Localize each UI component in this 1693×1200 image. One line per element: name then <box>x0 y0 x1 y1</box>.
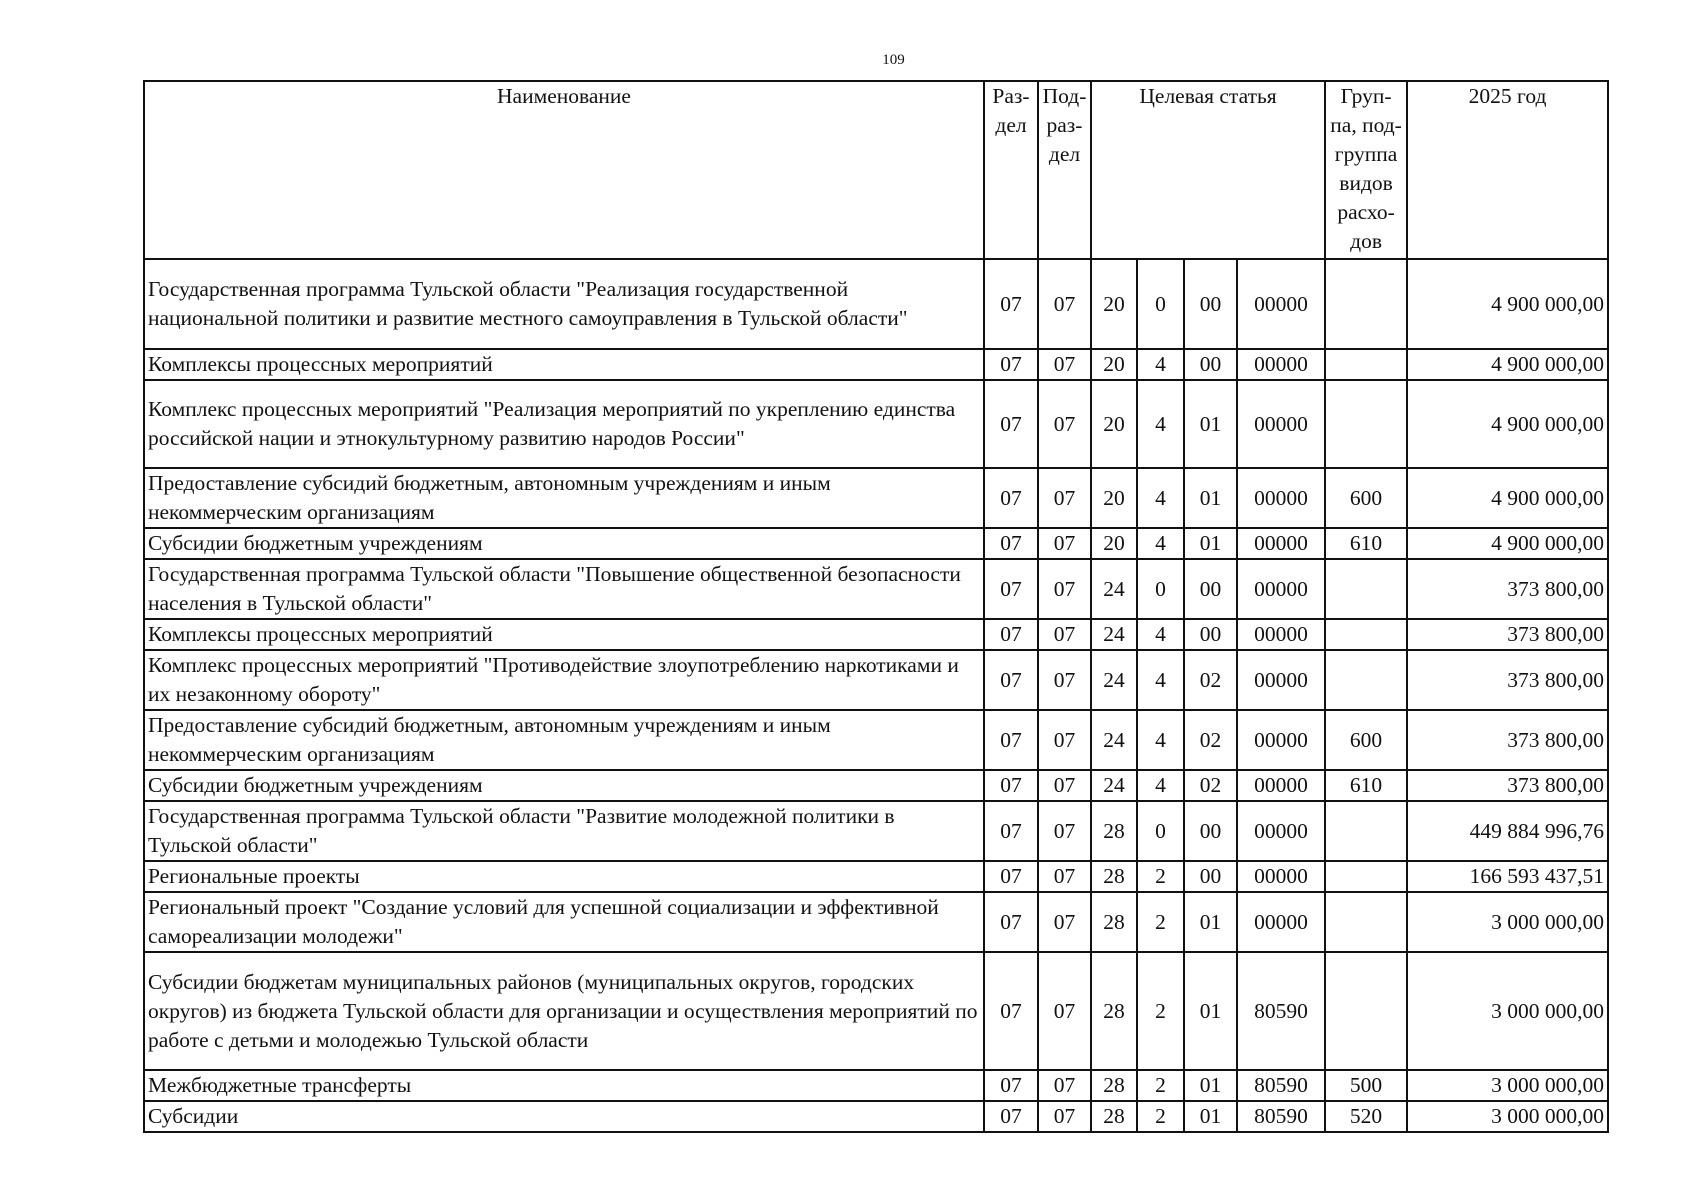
cell-target-program: 28 <box>1091 952 1137 1070</box>
cell-target-program: 28 <box>1091 892 1137 952</box>
cell-expense-group <box>1325 559 1407 619</box>
row-name: Комплексы процессных мероприятий <box>144 349 984 380</box>
table-row <box>144 952 1608 1070</box>
cell-expense-group: 520 <box>1325 1101 1407 1132</box>
header-subsection: Под-раз-дел <box>1038 81 1091 259</box>
cell-target-program: 24 <box>1091 559 1137 619</box>
row-name: Комплекс процессных мероприятий "Реализация мероприятий по укреплению единства российской нации и этнокультурному развитию народов России" <box>144 380 984 468</box>
cell-target-type: 2 <box>1137 952 1184 1070</box>
cell-target-direction: 00000 <box>1237 619 1325 650</box>
cell-expense-group <box>1325 801 1407 861</box>
cell-target-structural: 01 <box>1184 952 1237 1070</box>
cell-target-program: 20 <box>1091 349 1137 380</box>
cell-subsection: 07 <box>1038 801 1091 861</box>
table-row <box>144 801 1608 861</box>
cell-section: 07 <box>984 861 1038 892</box>
cell-target-direction: 00000 <box>1237 892 1325 952</box>
cell-target-structural: 00 <box>1184 801 1237 861</box>
cell-amount: 373 800,00 <box>1407 619 1608 650</box>
cell-amount: 3 000 000,00 <box>1407 952 1608 1070</box>
cell-target-type: 4 <box>1137 349 1184 380</box>
table-row <box>144 1070 1608 1101</box>
cell-target-structural: 02 <box>1184 650 1237 710</box>
cell-target-type: 0 <box>1137 259 1184 349</box>
cell-subsection: 07 <box>1038 259 1091 349</box>
cell-amount: 449 884 996,76 <box>1407 801 1608 861</box>
cell-subsection: 07 <box>1038 861 1091 892</box>
row-name: Региональный проект "Создание условий для успешной социализации и эффективной самореализации молодежи" <box>144 892 984 952</box>
cell-section: 07 <box>984 1070 1038 1101</box>
cell-expense-group: 610 <box>1325 528 1407 559</box>
cell-target-program: 28 <box>1091 861 1137 892</box>
cell-subsection: 07 <box>1038 892 1091 952</box>
cell-amount: 373 800,00 <box>1407 770 1608 801</box>
cell-section: 07 <box>984 619 1038 650</box>
table-row <box>144 619 1608 650</box>
cell-target-direction: 00000 <box>1237 861 1325 892</box>
cell-subsection: 07 <box>1038 1101 1091 1132</box>
cell-target-structural: 00 <box>1184 861 1237 892</box>
cell-target-type: 4 <box>1137 770 1184 801</box>
table-row <box>144 892 1608 952</box>
cell-amount: 373 800,00 <box>1407 559 1608 619</box>
table-row <box>144 650 1608 710</box>
cell-target-direction: 80590 <box>1237 1101 1325 1132</box>
cell-section: 07 <box>984 952 1038 1070</box>
cell-target-structural: 02 <box>1184 770 1237 801</box>
cell-amount: 4 900 000,00 <box>1407 349 1608 380</box>
budget-table <box>143 80 1609 1133</box>
cell-expense-group <box>1325 892 1407 952</box>
row-name: Субсидии бюджетным учреждениям <box>144 770 984 801</box>
cell-expense-group: 600 <box>1325 468 1407 528</box>
table-row <box>144 380 1608 468</box>
cell-section: 07 <box>984 801 1038 861</box>
cell-target-type: 4 <box>1137 380 1184 468</box>
cell-expense-group: 500 <box>1325 1070 1407 1101</box>
cell-target-structural: 01 <box>1184 1101 1237 1132</box>
cell-target-structural: 00 <box>1184 259 1237 349</box>
cell-amount: 3 000 000,00 <box>1407 1070 1608 1101</box>
cell-target-direction: 00000 <box>1237 770 1325 801</box>
cell-target-type: 2 <box>1137 1070 1184 1101</box>
cell-target-program: 24 <box>1091 619 1137 650</box>
header-name: Наименование <box>144 81 984 259</box>
cell-amount: 3 000 000,00 <box>1407 892 1608 952</box>
cell-target-structural: 00 <box>1184 349 1237 380</box>
cell-target-structural: 00 <box>1184 619 1237 650</box>
cell-target-type: 4 <box>1137 468 1184 528</box>
cell-target-direction: 00000 <box>1237 528 1325 559</box>
cell-amount: 4 900 000,00 <box>1407 259 1608 349</box>
cell-expense-group <box>1325 952 1407 1070</box>
cell-subsection: 07 <box>1038 770 1091 801</box>
cell-target-direction: 00000 <box>1237 259 1325 349</box>
cell-expense-group <box>1325 349 1407 380</box>
row-name: Государственная программа Тульской области "Развитие молодежной политики в Тульской области" <box>144 801 984 861</box>
cell-target-type: 2 <box>1137 892 1184 952</box>
cell-target-program: 24 <box>1091 710 1137 770</box>
cell-expense-group <box>1325 619 1407 650</box>
cell-target-program: 24 <box>1091 650 1137 710</box>
table-row <box>144 468 1608 528</box>
table-row <box>144 710 1608 770</box>
cell-section: 07 <box>984 259 1038 349</box>
cell-target-program: 24 <box>1091 770 1137 801</box>
row-name: Субсидии <box>144 1101 984 1132</box>
cell-section: 07 <box>984 380 1038 468</box>
cell-target-type: 4 <box>1137 710 1184 770</box>
cell-expense-group <box>1325 380 1407 468</box>
cell-subsection: 07 <box>1038 559 1091 619</box>
cell-subsection: 07 <box>1038 650 1091 710</box>
cell-expense-group <box>1325 650 1407 710</box>
cell-target-direction: 80590 <box>1237 1070 1325 1101</box>
cell-section: 07 <box>984 770 1038 801</box>
cell-target-direction: 00000 <box>1237 710 1325 770</box>
cell-subsection: 07 <box>1038 1070 1091 1101</box>
cell-target-program: 20 <box>1091 259 1137 349</box>
cell-subsection: 07 <box>1038 349 1091 380</box>
cell-target-direction: 00000 <box>1237 650 1325 710</box>
cell-amount: 4 900 000,00 <box>1407 380 1608 468</box>
cell-target-type: 2 <box>1137 861 1184 892</box>
cell-section: 07 <box>984 528 1038 559</box>
header-year: 2025 год <box>1407 81 1608 259</box>
cell-section: 07 <box>984 559 1038 619</box>
row-name: Комплексы процессных мероприятий <box>144 619 984 650</box>
cell-subsection: 07 <box>1038 952 1091 1070</box>
cell-section: 07 <box>984 650 1038 710</box>
cell-target-direction: 00000 <box>1237 559 1325 619</box>
cell-target-structural: 01 <box>1184 528 1237 559</box>
cell-target-structural: 01 <box>1184 468 1237 528</box>
cell-target-program: 20 <box>1091 468 1137 528</box>
cell-amount: 373 800,00 <box>1407 650 1608 710</box>
cell-section: 07 <box>984 349 1038 380</box>
cell-expense-group: 610 <box>1325 770 1407 801</box>
cell-amount: 4 900 000,00 <box>1407 528 1608 559</box>
cell-target-direction: 00000 <box>1237 801 1325 861</box>
cell-target-structural: 01 <box>1184 1070 1237 1101</box>
row-name: Предоставление субсидий бюджетным, автономным учреждениям и иным некоммерческим организациям <box>144 710 984 770</box>
row-name: Субсидии бюджетам муниципальных районов (муниципальных округов, городских округов) из бюджета Тульской области для организации и осуществления мероприятий по работе с детьми и молодежью Тульской области <box>144 952 984 1070</box>
cell-target-type: 0 <box>1137 559 1184 619</box>
cell-subsection: 07 <box>1038 710 1091 770</box>
cell-subsection: 07 <box>1038 468 1091 528</box>
row-name: Субсидии бюджетным учреждениям <box>144 528 984 559</box>
cell-amount: 4 900 000,00 <box>1407 468 1608 528</box>
cell-target-structural: 00 <box>1184 559 1237 619</box>
cell-amount: 166 593 437,51 <box>1407 861 1608 892</box>
cell-section: 07 <box>984 468 1038 528</box>
row-name: Межбюджетные трансферты <box>144 1070 984 1101</box>
page-number: 109 <box>882 52 905 68</box>
cell-subsection: 07 <box>1038 380 1091 468</box>
cell-subsection: 07 <box>1038 619 1091 650</box>
cell-target-type: 4 <box>1137 650 1184 710</box>
table-row <box>144 259 1608 349</box>
cell-section: 07 <box>984 710 1038 770</box>
table-row <box>144 770 1608 801</box>
cell-expense-group: 600 <box>1325 710 1407 770</box>
cell-target-direction: 00000 <box>1237 380 1325 468</box>
cell-target-program: 28 <box>1091 1070 1137 1101</box>
row-name: Государственная программа Тульской области "Реализация государственной национальной политики и развитие местного самоуправления в Тульской области" <box>144 259 984 349</box>
table-body <box>144 259 1608 1132</box>
cell-target-type: 4 <box>1137 528 1184 559</box>
cell-target-type: 4 <box>1137 619 1184 650</box>
cell-target-type: 2 <box>1137 1101 1184 1132</box>
row-name: Предоставление субсидий бюджетным, автономным учреждениям и иным некоммерческим организациям <box>144 468 984 528</box>
cell-target-type: 0 <box>1137 801 1184 861</box>
cell-subsection: 07 <box>1038 528 1091 559</box>
cell-section: 07 <box>984 892 1038 952</box>
cell-target-direction: 80590 <box>1237 952 1325 1070</box>
cell-target-structural: 01 <box>1184 380 1237 468</box>
cell-expense-group <box>1325 259 1407 349</box>
header-section: Раз-дел <box>984 81 1038 259</box>
table-header <box>144 81 1608 259</box>
table-row <box>144 349 1608 380</box>
cell-target-program: 20 <box>1091 380 1137 468</box>
cell-section: 07 <box>984 1101 1038 1132</box>
table-row <box>144 1101 1608 1132</box>
cell-target-program: 28 <box>1091 1101 1137 1132</box>
table-row <box>144 861 1608 892</box>
cell-target-structural: 02 <box>1184 710 1237 770</box>
cell-amount: 3 000 000,00 <box>1407 1101 1608 1132</box>
cell-expense-group <box>1325 861 1407 892</box>
row-name: Комплекс процессных мероприятий "Противодействие злоупотреблению наркотиками и их незаконному обороту" <box>144 650 984 710</box>
cell-amount: 373 800,00 <box>1407 710 1608 770</box>
cell-target-direction: 00000 <box>1237 349 1325 380</box>
table-row <box>144 559 1608 619</box>
cell-target-program: 28 <box>1091 801 1137 861</box>
cell-target-direction: 00000 <box>1237 468 1325 528</box>
header-target-article: Целевая статья <box>1091 81 1325 259</box>
cell-target-structural: 01 <box>1184 892 1237 952</box>
row-name: Региональные проекты <box>144 861 984 892</box>
header-expense-group: Груп-па, под-группа видов расхо-дов <box>1325 81 1407 259</box>
table-row <box>144 528 1608 559</box>
row-name: Государственная программа Тульской области "Повышение общественной безопасности населения в Тульской области" <box>144 559 984 619</box>
cell-target-program: 20 <box>1091 528 1137 559</box>
